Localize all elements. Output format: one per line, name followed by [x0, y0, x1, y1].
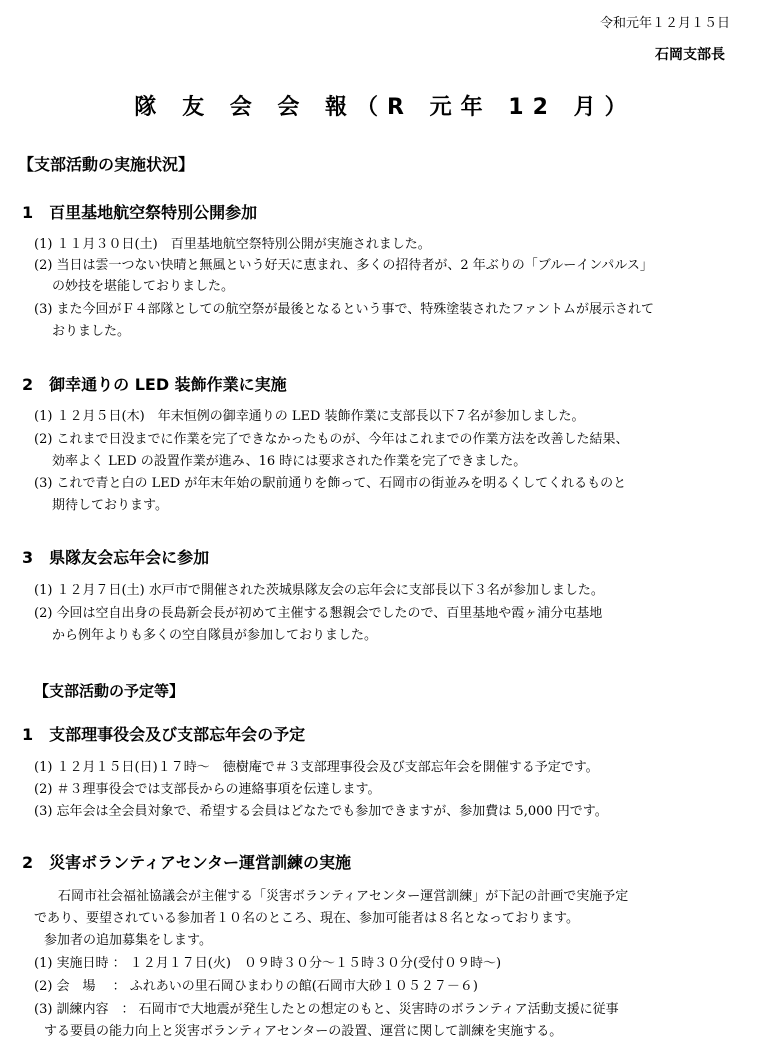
- item-line: 期待しております。: [52, 498, 168, 513]
- item-title-led: 2 御幸通りの LED 装飾作業に実施: [22, 375, 287, 394]
- item-title-disaster-training: 2 災害ボランティアセンター運営訓練の実施: [22, 853, 352, 872]
- item-line: (1) 実施日時 ： １２月１７日(火) ０９時３０分～１５時３０分(受付０９時～): [34, 956, 502, 971]
- item-line: 参加者の追加募集をします。: [44, 933, 212, 948]
- item-line: 効率よく LED の設置作業が進み、16 時には要求された作業を完了できました。: [52, 454, 527, 469]
- item-title-meeting: 1 支部理事役会及び支部忘年会の予定: [22, 725, 306, 744]
- item-line: (1) １２月７日(土) 水戸市で開催された茨城県隊友会の忘年会に支部長以下３名が参加しました。: [34, 583, 604, 598]
- document-author: 石岡支部長: [655, 47, 725, 63]
- item-title-yearend-party: 3 県隊友会忘年会に参加: [22, 548, 210, 567]
- item-line: から例年よりも多くの空自隊員が参加しておりました。: [52, 628, 378, 643]
- item-line: 石岡市社会福祉協議会が主催する「災害ボランティアセンター運営訓練」が下記の計画で実施予定: [58, 889, 629, 904]
- item-line: (1) １１月３０日(土) 百里基地航空祭特別公開が実施されました。: [34, 237, 431, 252]
- item-line: (2) 会 場 ： ふれあいの里石岡ひまわりの館(石岡市大砂１０５２７－６): [34, 979, 478, 994]
- section-heading-activities: 【支部活動の実施状況】: [18, 155, 195, 174]
- item-line: おりました。: [52, 324, 131, 339]
- item-line: であり、要望されている参加者１０名のところ、現在、参加可能者は８名となっております。: [34, 911, 579, 926]
- item-line: (2) 今回は空自出身の長島新会長が初めて主催する懇親会でしたので、百里基地や霞ヶ浦分屯基地: [34, 606, 603, 621]
- document-date: 令和元年１２月１５日: [599, 16, 730, 31]
- document-title: 隊 友 会 会 報（R 元年 12 月）: [134, 95, 636, 120]
- item-line: (3) また今回がＦ４部隊としての航空祭が最後となるという事で、特殊塗装されたファントムが展示されて: [34, 302, 655, 317]
- item-line: (3) 訓練内容 ： 石岡市で大地震が発生したとの想定のもと、災害時のボランティア活動支援に従事: [34, 1002, 619, 1017]
- item-line: (1) １２月５日(木) 年末恒例の御幸通りの LED 装飾作業に支部長以下７名が参加しました。: [34, 409, 585, 424]
- item-line: (2) ＃３理事役会では支部長からの連絡事項を伝達します。: [34, 782, 381, 797]
- section-heading-plans: 【支部活動の予定等】: [34, 682, 185, 700]
- item-line: (2) これまで日没までに作業を完了できなかったものが、今年はこれまでの作業方法を改善した結果、: [34, 432, 629, 447]
- item-title-airshow: 1 百里基地航空祭特別公開参加: [22, 203, 258, 222]
- item-line: (3) これで青と白の LED が年末年始の駅前通りを飾って、石岡市の街並みを明るくしてくれるものと: [34, 476, 627, 491]
- item-line: の妙技を堪能しておりました。: [52, 279, 235, 294]
- item-line: (2) 当日は雲一つない快晴と無風という好天に恵まれ、多くの招待者が、2 年ぶりの「ブルーインパルス」: [34, 258, 653, 273]
- item-line: する要員の能力向上と災害ボランティアセンターの設置、運営に関して訓練を実施する。: [44, 1024, 563, 1039]
- item-line: (1) １２月１５日(日)１７時～ 徳樹庵で＃３支部理事役会及び支部忘年会を開催する予定です。: [34, 760, 599, 775]
- item-line: (3) 忘年会は全会員対象で、希望する会員はどなたでも参加できますが、参加費は 5,000 円です。: [34, 804, 608, 819]
